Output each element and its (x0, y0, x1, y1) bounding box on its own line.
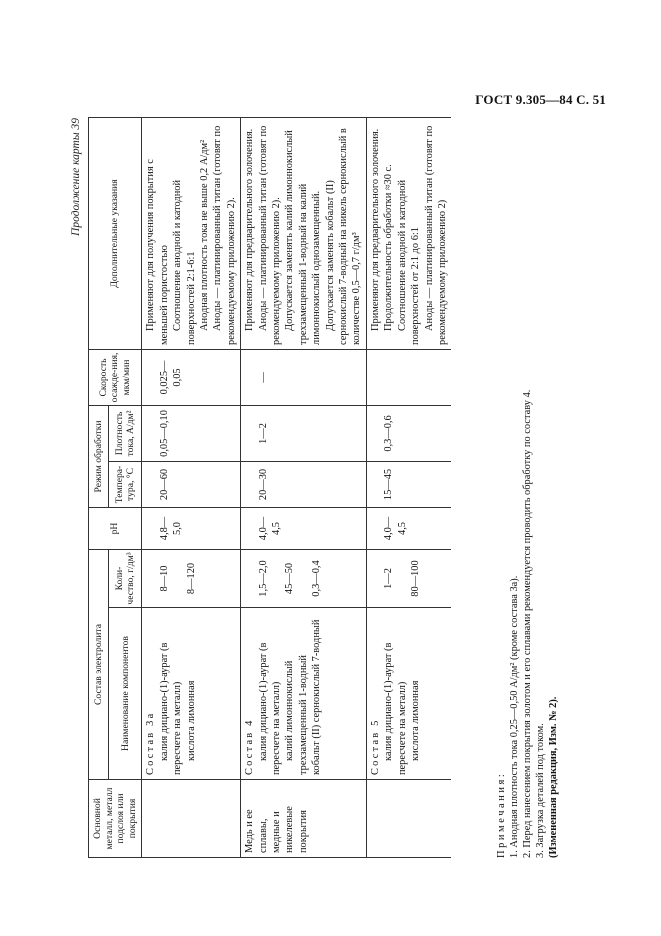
ph-cell (241, 507, 367, 549)
note-line: Применяют для предварительного золочения. (369, 128, 381, 331)
temperature-cell (366, 461, 451, 507)
page-header: ГОСТ 9.305—84 С. 51 (475, 92, 606, 107)
note-line: Соотношение анодной и катодной поверхностей от 2:1 до 6:1 (396, 179, 422, 345)
quantity-value: 80—100 (410, 560, 422, 597)
composition-title: Состав 3а (145, 711, 157, 775)
footnotes-title: Примечания: (496, 771, 507, 858)
note-line: Аноды — платинированный титан (готовят по рекомендуемому приложению 2) (423, 125, 448, 345)
note-line: Допускается заменять калий лимоннокислый трехзамещенный 1-водный на калий лимоннокислый однозамещенный. (284, 130, 323, 345)
composition-title: Состав 5 (369, 718, 381, 775)
base-metal-cell (366, 780, 451, 858)
note-line: Анодная плотность тока не выше 0,2 А/дм² (199, 139, 210, 331)
note-line: Продолжительность обработки ≈30 с. (383, 164, 395, 331)
table-row (142, 117, 241, 857)
footnote-item: 1. Анодная плотность тока 0,25—0,50 А/дм² (кроме состава 3а). (509, 575, 520, 858)
base-metal-cell: Медь и ее сплавы, медные и никелевые покрытия (241, 780, 367, 858)
speed-cell (142, 349, 241, 405)
current-density-cell (366, 405, 451, 461)
notes-cell (142, 117, 241, 349)
component-name: калия дициано-(1)-аурат (в пересчете на металл) (383, 642, 408, 775)
composition-title: Состав 4 (244, 718, 256, 775)
ph-cell (366, 507, 451, 549)
header-quantity: Коли-чество, г/дм³ (109, 549, 142, 607)
temperature-cell (142, 461, 241, 507)
quantity-cell (241, 549, 367, 607)
component-cell (366, 608, 451, 780)
quantity-cell (142, 549, 241, 607)
header-mode: Режим обработки (89, 405, 109, 507)
electrolyte-table (88, 117, 451, 858)
quantity-value: 8—120 (185, 562, 197, 595)
header-temperature: Темпера-тура, °С (109, 461, 142, 507)
quantity-value: 45—50 (284, 562, 296, 595)
note-line: Аноды — платинированный титан (готовят по рекомендуемому приложению 2). (257, 125, 283, 345)
current-density-value: 0,3—0,6 (383, 415, 395, 452)
header-deposition-speed: Скорость осажде-ния, мкм/мин (89, 349, 142, 405)
component-cell (142, 608, 241, 780)
component-name: калий лимоннокислый трехзамещенный 1-водный (284, 655, 309, 775)
current-density-value: 0,05—0,10 (158, 410, 170, 457)
temperature-value: 15—45 (383, 468, 395, 501)
quantity-value: 1—2 (383, 568, 395, 589)
header-component-name: Наименование компонентов (109, 608, 142, 780)
continuation-label: Продолжение карты 39 (70, 118, 82, 236)
notes-cell (241, 117, 367, 349)
quantity-value: 0,3—0,4 (311, 560, 323, 597)
temperature-cell (241, 461, 367, 507)
ph-value: 4,8—5,0 (158, 516, 184, 541)
header-notes: Дополнительные указания (89, 117, 142, 349)
note-line: Применяют для получения покрытия с меньшей пористостью (145, 159, 170, 345)
header-base-metal: Основной металл, металл подслоя или покрытия (89, 780, 142, 858)
current-density-value: 1—2 (257, 423, 269, 444)
component-name: кислота лимонная (410, 680, 422, 761)
temperature-value: 20—30 (257, 468, 269, 501)
quantity-value: 1,5—2,0 (257, 560, 269, 597)
current-density-cell (142, 405, 241, 461)
quantity-value: 8—10 (158, 565, 170, 592)
component-name: калия дициано-(1)-аурат (в пересчете на металл) (158, 642, 184, 775)
note-line: Аноды — платинированный титан (готовят по рекомендуемому приложению 2). (212, 125, 237, 345)
rotated-table-block (70, 118, 605, 858)
base-metal-cell (142, 780, 241, 858)
component-name: кислота лимонная (185, 680, 197, 761)
current-density-cell (241, 405, 367, 461)
notes-cell (366, 117, 451, 349)
note-line: Допускается заменять кобальт (II) сернокислый 7-водный на никель сернокислый в количестве 0,5—0,7 г/дм³ (324, 128, 363, 345)
note-line: Применяют для предварительного золочения. (244, 128, 256, 331)
table-row (366, 117, 451, 857)
speed-value: — (257, 372, 269, 383)
speed-value: 0,025—0,05 (158, 360, 184, 395)
quantity-cell (366, 549, 451, 607)
component-name: калия дициано-(1)-аурат (в пересчете на металл) (257, 642, 283, 775)
speed-cell (241, 349, 367, 405)
header-electrolyte: Состав электролита (89, 549, 109, 779)
ph-value: 4,0—4,5 (383, 516, 408, 541)
ph-value: 4,0—4,5 (257, 516, 283, 541)
table-row (241, 117, 367, 857)
header-ph: рН (89, 507, 142, 549)
component-name: кобальт (II) сернокислый 7-водный (311, 619, 323, 775)
note-line: Соотношение анодной и катодной поверхностей 2:1-6:1 (172, 179, 197, 345)
footnotes (495, 118, 560, 858)
temperature-value: 20—60 (158, 468, 170, 501)
footnote-item: 3. Загрузка деталей под током. (535, 723, 546, 858)
ph-cell (142, 507, 241, 549)
header-current-density: Плотность тока, А/дм² (109, 405, 142, 461)
edition-note: (Измененная редакция, Изм. № 2). (548, 696, 559, 858)
component-cell (241, 608, 367, 780)
speed-cell (366, 349, 451, 405)
footnote-item: 2. Перед нанесением покрытия золотом и его сплавами рекомендуется проводить обработку по составу 4. (522, 389, 533, 858)
